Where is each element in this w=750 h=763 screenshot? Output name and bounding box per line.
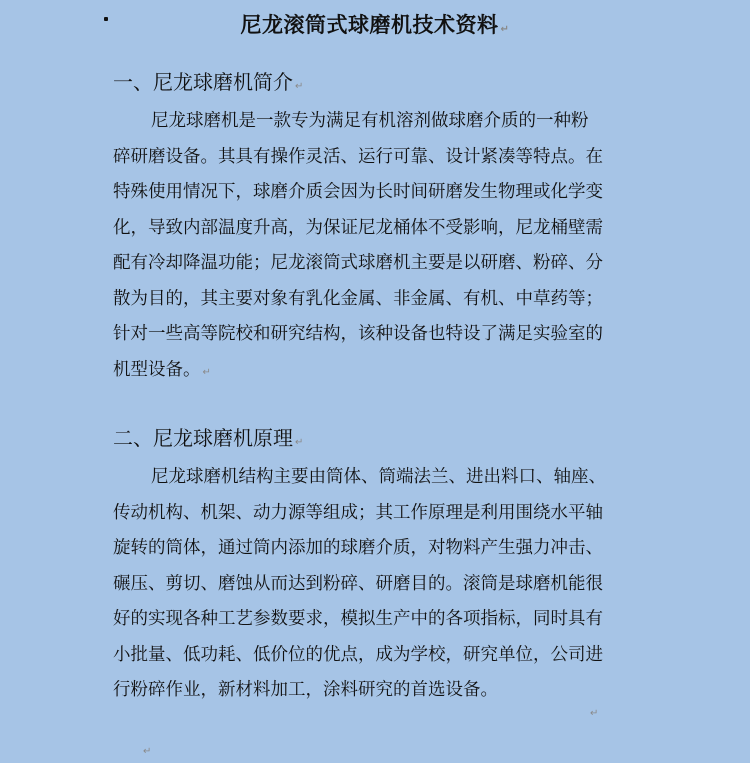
text-line: 尼龙球磨机是一款专为满足有机溶剂做球磨介质的一种粉	[151, 111, 589, 131]
text-line: 好的实现各种工艺参数要求，模拟生产中的各项指标，同时具有	[113, 609, 603, 629]
text-line: 尼龙球磨机结构主要由筒体、筒端法兰、进出料口、轴座、	[151, 467, 606, 487]
text-line: 碾压、剪切、磨蚀从而达到粉碎、研磨目的。滚筒是球磨机能很	[113, 573, 603, 594]
paragraph-mark-icon: ↵	[590, 708, 599, 719]
document-title: 尼龙滚筒式球磨机技术资料 ↵	[240, 13, 510, 37]
paragraph-mark-icon: ↵	[295, 81, 304, 92]
paragraph-mark-icon: ↵	[295, 437, 304, 448]
text-line: 针对一些高等院校和研究结构，该种设备也特设了满足实验室的	[113, 324, 603, 344]
text-line: 化，导致内部温度升高，为保证尼龙桶体不受影响，尼龙桶壁需	[113, 217, 603, 238]
section2-heading: 二、尼龙球磨机原理 ↵	[113, 426, 304, 450]
text-line: 配有冷却降温功能；尼龙滚筒式球磨机主要是以研磨、粉碎、分	[113, 253, 603, 273]
paragraph-mark-icon: ↵	[202, 366, 211, 378]
text-line: 小批量、低功耗、低价位的优点，成为学校，研究单位，公司进	[113, 644, 603, 665]
text-line: 散为目的，其主要对象有乳化金属、非金属、有机、中草药等；	[113, 288, 603, 309]
section2-paragraph	[113, 460, 643, 709]
section1-heading: 一、尼龙球磨机简介 ↵	[113, 70, 304, 94]
text-line-last: 机型设备。 ↵	[113, 359, 211, 380]
text-line: 特殊使用情况下，球磨介质会因为长时间研磨发生物理或化学变	[113, 182, 603, 202]
text-line: 行粉碎作业，新材料加工，涂料研究的首选设备。	[113, 680, 498, 700]
text-line: 旋转的筒体，通过筒内添加的球磨介质，对物料产生强力冲击、	[113, 538, 603, 558]
text-line: 传动机构、机架、动力源等组成；其工作原理是利用围绕水平轴	[113, 502, 603, 523]
text-line: 碎研磨设备。其具有操作灵活、运行可靠、设计紧凑等特点。在	[113, 146, 603, 167]
section1-paragraph	[113, 104, 643, 390]
paragraph-mark-icon: ↵	[143, 746, 152, 757]
paragraph-mark-icon: ↵	[500, 24, 510, 35]
